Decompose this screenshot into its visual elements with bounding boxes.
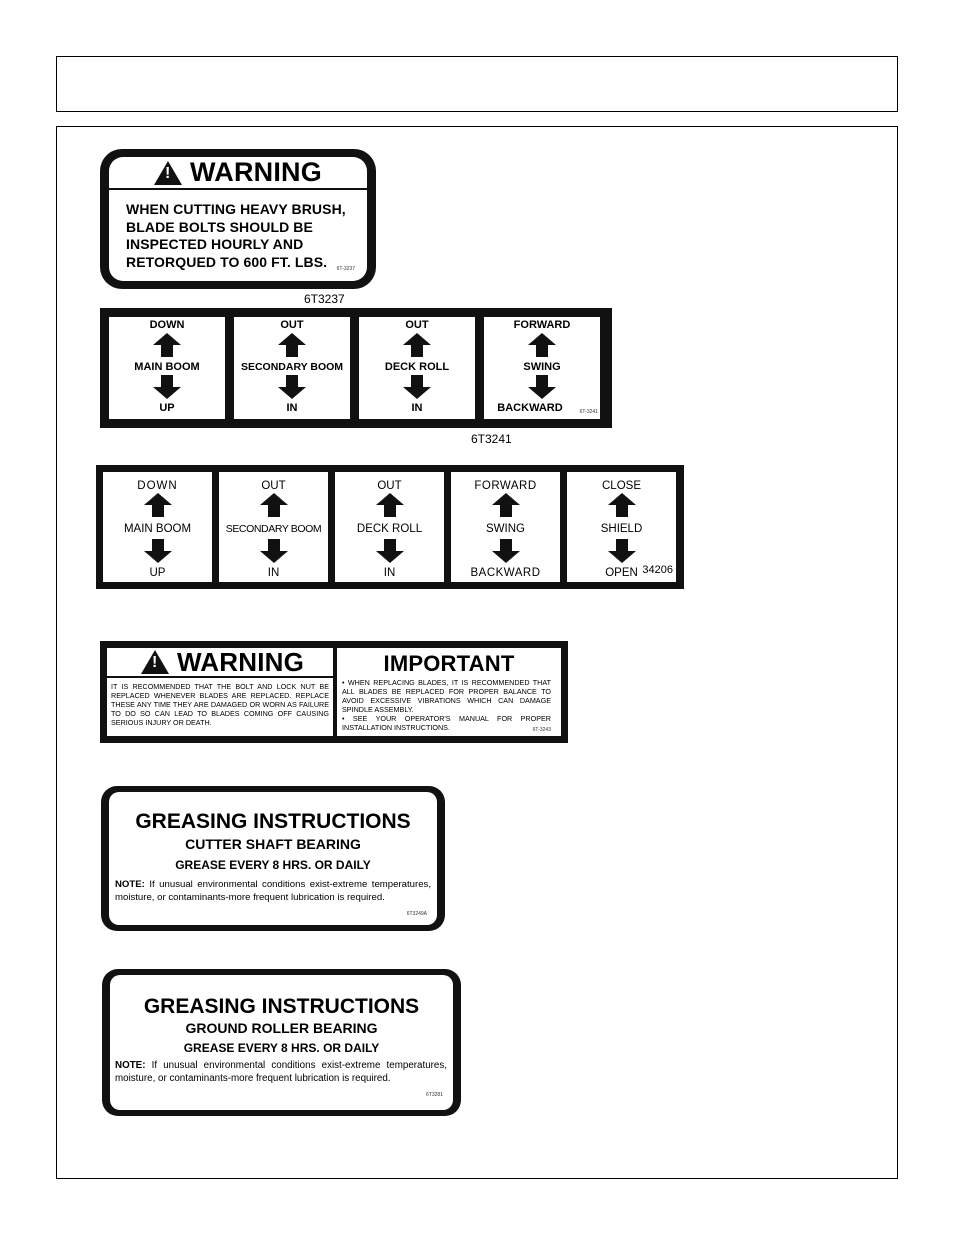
control-cell — [219, 472, 328, 582]
control-bottom-label: BACKWARD — [497, 402, 563, 414]
greasing-subtitle: GROUND ROLLER BEARING — [185, 1020, 378, 1036]
control-bottom-label: OPEN — [605, 567, 638, 579]
control-top-label: OUT — [377, 480, 402, 492]
important-item: • SEE YOUR OPERATOR'S MANUAL FOR PROPER INSTALLATION INSTRUCTIONS. — [342, 714, 551, 732]
control-top-label: FORWARD — [513, 319, 571, 331]
control-top-label: DOWN — [149, 319, 185, 331]
control-bottom-label: IN — [267, 567, 280, 579]
control-bottom-label: IN — [286, 402, 298, 414]
control-function-label: SWING — [486, 523, 525, 535]
note-text: If unusual environmental conditions exist-extreme temperatures, moisture, or contaminants-more frequent lubrication is required. — [115, 879, 431, 903]
control-decal-4 — [100, 308, 612, 428]
control-function-label: SECONDARY BOOM — [225, 523, 322, 535]
warning-body — [126, 201, 346, 271]
control-function-label: DECK ROLL — [356, 523, 423, 535]
decal-code: 6T-3243 — [532, 727, 551, 733]
warning-line: RETORQUED TO 600 FT. LBS. — [126, 253, 328, 270]
control-top-label: OUT — [405, 319, 429, 331]
warning-decal-blade-bolts — [100, 149, 376, 289]
control-top-label: DOWN — [137, 480, 178, 492]
control-bottom-label: UP — [149, 567, 166, 579]
decal-code: 6T-3241 — [579, 409, 598, 415]
warning-important-decal — [100, 641, 568, 743]
greasing-subtitle: CUTTER SHAFT BEARING — [185, 836, 361, 852]
control-bottom-label: IN — [411, 402, 423, 414]
control-cell — [451, 472, 560, 582]
important-title: IMPORTANT — [383, 651, 515, 676]
note-text: If unusual environmental conditions exist-extreme temperatures, moisture, or contaminants-more frequent lubrication is required. — [115, 1060, 447, 1084]
note-label: NOTE: — [115, 879, 145, 890]
decal-caption: 6T3241 — [471, 432, 512, 446]
decal-code: 6T3249A — [406, 911, 427, 917]
control-function-label: SWING — [523, 361, 561, 373]
greasing-decal-cutter-shaft — [101, 786, 445, 931]
control-function-label: MAIN BOOM — [123, 523, 192, 535]
control-cell — [335, 472, 444, 582]
important-item: • WHEN REPLACING BLADES, IT IS RECOMMENDED THAT ALL BLADES BE REPLACED FOR PROPER BALANCE TO AVOID EXCESSIVE VIBRATIONS WHICH CAN DAMAGE SPINDLE ASSEMBLY. — [342, 678, 551, 714]
warning-text: IT IS RECOMMENDED THAT THE BOLT AND LOCK NUT BE REPLACED WHENEVER BLADES ARE REPLACED. REPLACE THESE ANY TIME THEY ARE DAMAGED OR WORN AS FAILURE TO DO SO CAN LEAD TO BLADES COMING OFF CAUSING SERIOUS INJURY OR DEATH. — [111, 682, 329, 727]
warning-triangle-icon — [154, 161, 182, 185]
greasing-interval: GREASE EVERY 8 HRS. OR DAILY — [183, 1041, 380, 1055]
warning-triangle-icon — [141, 650, 169, 674]
greasing-decal-ground-roller — [102, 969, 461, 1116]
decal-code: 34206 — [642, 564, 673, 576]
page-header-box — [56, 56, 898, 112]
control-bottom-label: IN — [383, 567, 396, 579]
control-cell — [567, 472, 676, 582]
control-top-label: CLOSE — [602, 480, 641, 492]
warning-title: WARNING — [177, 647, 305, 677]
warning-title: WARNING — [190, 157, 322, 187]
greasing-title: GREASING INSTRUCTIONS — [143, 995, 420, 1018]
decal-code: 6T-3237 — [336, 266, 355, 272]
greasing-note — [115, 1060, 447, 1085]
warning-line: WHEN CUTTING HEAVY BRUSH, — [126, 201, 346, 217]
warning-line: INSPECTED HOURLY AND — [126, 236, 304, 252]
control-function-label: DECK ROLL — [384, 361, 450, 373]
control-top-label: FORWARD — [474, 480, 537, 492]
control-decal-5 — [96, 465, 684, 589]
warning-line: BLADE BOLTS SHOULD BE — [126, 218, 313, 235]
control-function-label: SECONDARY BOOM — [240, 361, 344, 373]
important-text — [342, 678, 551, 732]
control-cell — [484, 317, 600, 419]
control-bottom-label: UP — [159, 402, 175, 414]
control-function-label: MAIN BOOM — [134, 361, 200, 373]
control-top-label: OUT — [280, 319, 304, 331]
greasing-interval: GREASE EVERY 8 HRS. OR DAILY — [175, 858, 371, 872]
control-cell — [359, 317, 475, 419]
decal-caption: 6T3237 — [304, 292, 345, 306]
control-bottom-label: BACKWARD — [470, 567, 541, 579]
warning-header — [107, 648, 333, 678]
greasing-note — [115, 879, 431, 904]
warning-panel — [107, 648, 333, 736]
control-cell — [103, 472, 212, 582]
warning-header — [109, 157, 367, 190]
greasing-title: GREASING INSTRUCTIONS — [135, 810, 411, 833]
decal-code: 6T3281 — [426, 1092, 443, 1098]
control-top-label: OUT — [261, 480, 286, 492]
note-label: NOTE: — [115, 1060, 146, 1071]
important-panel — [337, 648, 561, 736]
control-cell — [109, 317, 225, 419]
control-cell — [234, 317, 350, 419]
control-function-label: SHIELD — [600, 523, 643, 535]
